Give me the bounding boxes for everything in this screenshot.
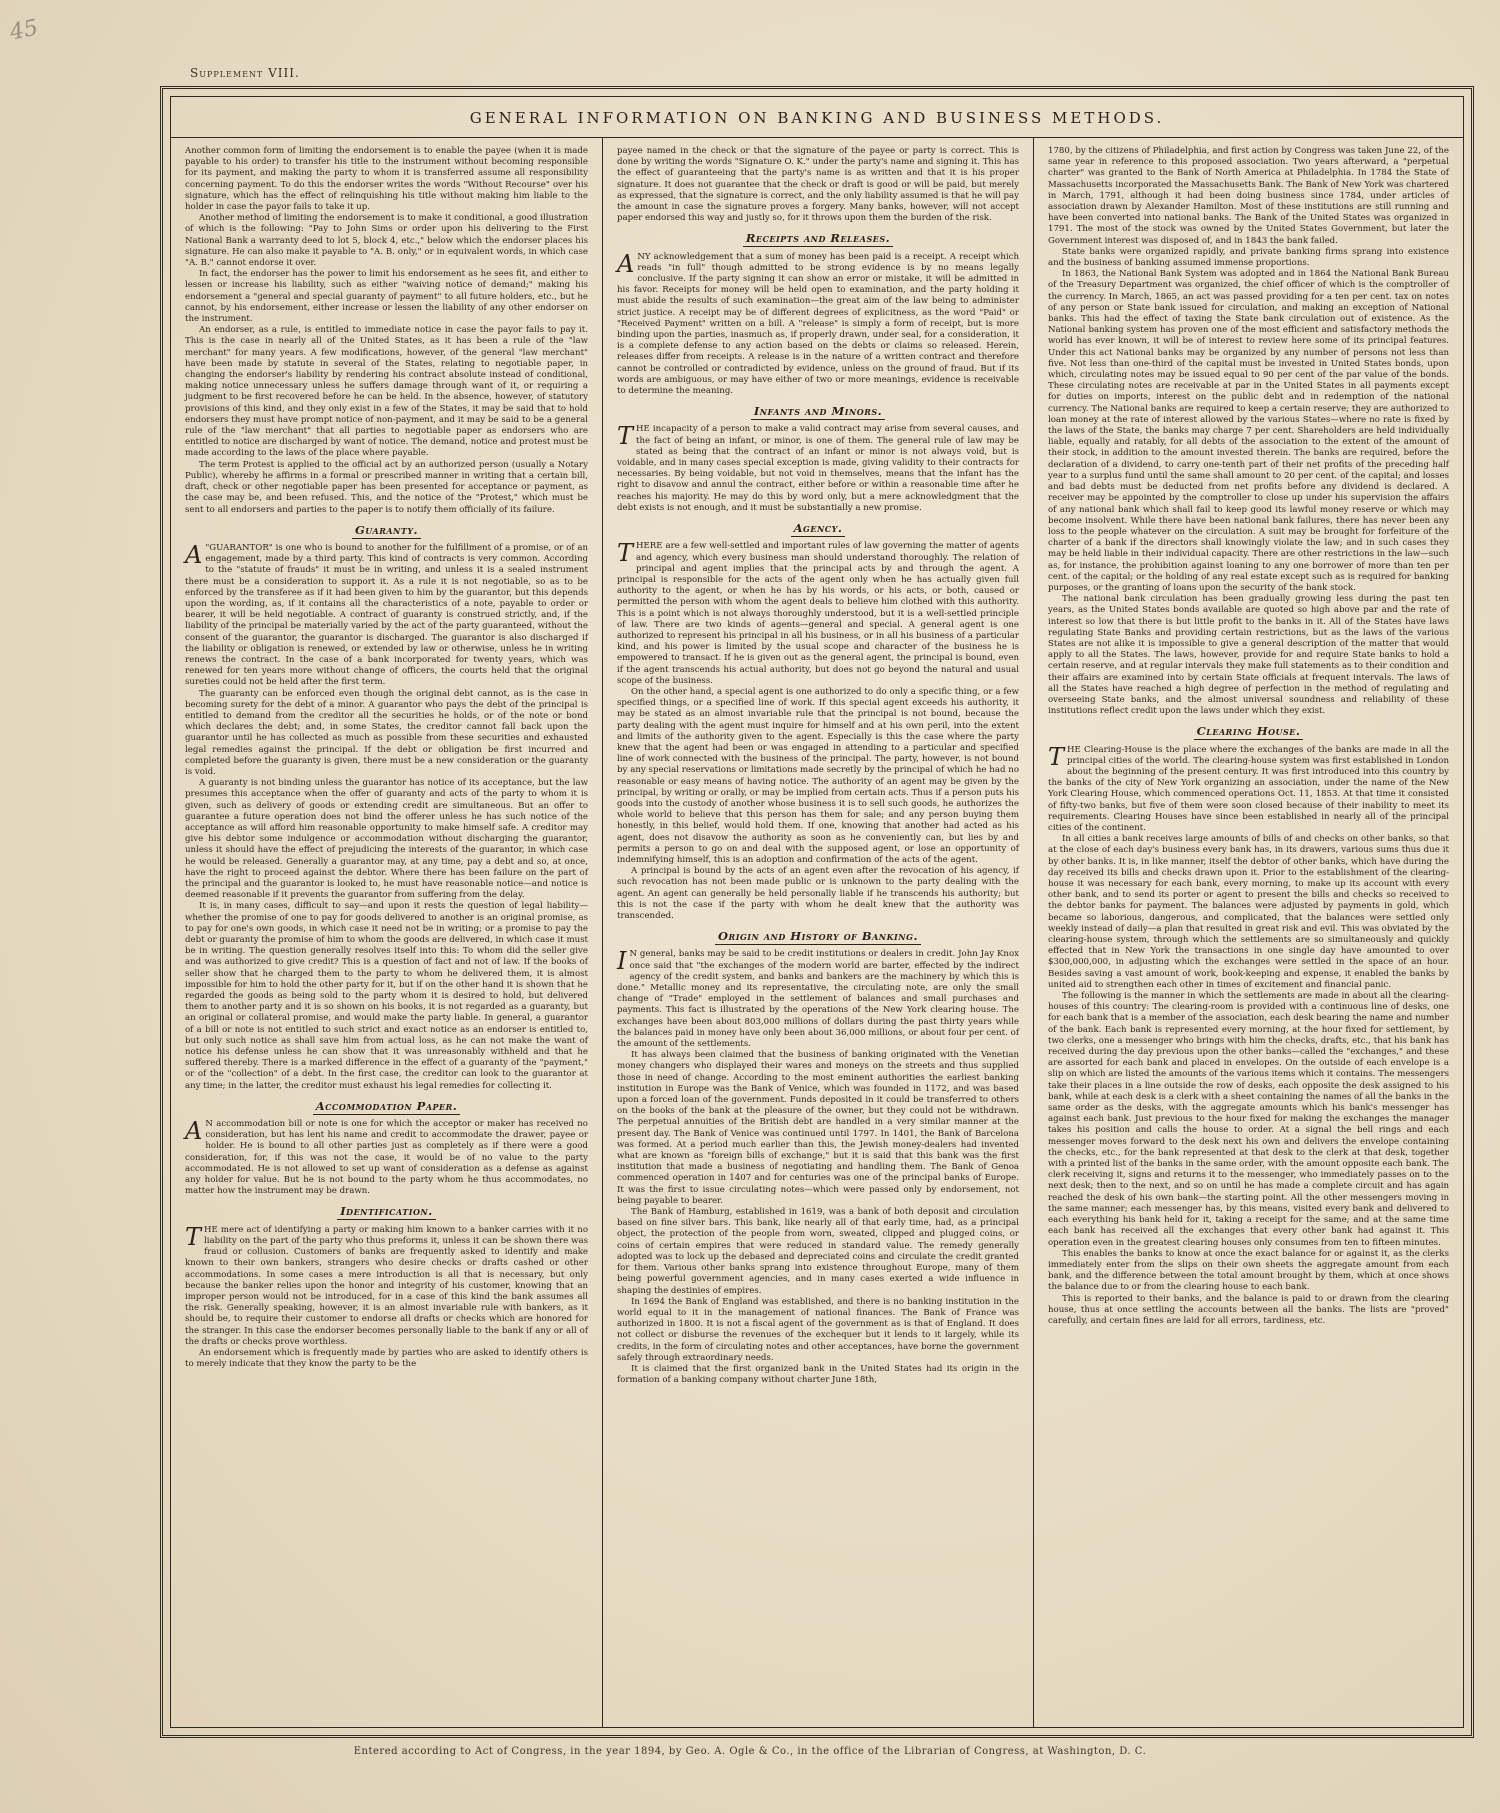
paragraph: It has always been claimed that the business of banking originated with the Venetian money changers who displayed their wares and moneys on the streets and thus supplied those in need of change. According to the most eminent authorities the earliest banking institution in Europe was the Bank of Venice, which was founded in 1172, and was based upon a forced loan of the government. Funds deposited in it could be transferred to others on the books of the bank at the pleasure of the owner, but they could not be withdrawn. The perpetual annuities of the British debt are handled in a very similar manner at the present day. The Bank of Venice was continued until 1797. In 1401, the Bank of Barcelona was formed. At a period much earlier than this, the Jewish money-dealers had invented what are known as "foreign bills of exchange," but it is said that this bank was the first institution that made a business of negotiating and handling them. The Bank of Genoa commenced operation in 1407 and for centuries was one of the principal banks of Europe. It was the first to issue circulating notes—which were passed only by endorsement, not being payable to bearer. [617,1050,1019,1206]
drop-cap: T [1048,742,1065,771]
paragraph: This enables the banks to know at once the exact balance for or against it, as the clerks immediately enter from the slips on their own sheets the aggregate amount from each bank, and the difference between the total amount brought by them, which at once shows the balance due to or from the clearing house to each bank. [1048,1248,1449,1293]
paragraph [617,249,1019,398]
paragraph: In fact, the endorser has the power to limit his endorsement as he sees fit, and either to lessen or increase his liability, such as either "waiving notice of demand;" making his endorsement a "general and special guaranty of payment" to all future holders, etc., but he cannot, by his endorsement, either increase or lessen the liability of any other endorser on the instrument. [185,269,588,325]
paragraph [185,540,588,689]
section-heading-guaranty [185,522,588,537]
paragraph: payee named in the check or that the signature of the payee or party is correct. This is done by writing the words "Signature O. K." under the party's name and signing it. This has the effect of guaranteeing that the party's name is as written and that it is his proper signature. It does not guarantee that the check or draft is good or will be paid, but merely as expressed, that the signature is correct, and the only liability assumed is that he will pay the amount in case the signature proves a forgery. Many banks, however, will not accept paper endorsed this way and justly so, for it throws upon them the burden of the risk. [617,146,1019,224]
paragraph: An endorser, as a rule, is entitled to immediate notice in case the payor fails to pay it. This is the case in nearly all of the United States, as it has been a rule of the "law merchant" for many years. A few modifications, however, of the general "law merchant" have been made by statute in several of the States, relating to negotiable paper, in changing the endorser's liability by rendering his contract absolute instead of conditional, making notice unnecessary unless he suffers damage through want of it, or requiring a judgment to be first recovered before he can be held. In the absence, however, of statutory provisions of this kind, and they only exist in a few of the States, it may be said that to hold endorsers they must have prompt notice of non-payment, and it may be said to be a general rule of the "law merchant" that all parties to negotiable paper as endorsers who are entitled to notice are discharged by want of notice. The demand, notice and protest must be made according to the laws of the place where payable. [185,325,588,459]
pencil-mark: 45 [7,15,41,46]
paragraph: In 1694 the Bank of England was established, and there is no banking institution in the world equal to it in the management of national finances. The Bank of France was authorized in 1800. It is not a fiscal agent of the government as is that of England. It does not collect or disburse the revenues of the exchequer but it lends to it largely, while its credits, in the form of circulating notes and other acceptances, have borne the government safely through extraordinary needs. [617,1296,1019,1363]
drop-cap: A [185,540,203,569]
drop-cap: T [617,539,634,568]
page-title: GENERAL INFORMATION ON BANKING AND BUSINESS METHODS. [469,109,1165,127]
paragraph: The following is the manner in which the settlements are made in about all the clearing-houses of this country: The clearing-room is provided with a continuous line of desks, one for each bank that is a member of the association, each desk bearing the name and number of the bank. Each bank is represented every morning, at the hour fixed for settlement, by two clerks, one a messenger who brings with him the checks, drafts, etc., that his bank has received during the day previous upon the other banks—called the "exchanges," and these are assorted for each bank and placed in envelopes. On the outside of each envelope is a slip on which are listed the amounts of the various items which it contains. The messengers take their places in a line outside the row of desks, each opposite the desk assigned to his bank, while at each desk is a clerk with a sheet containing the names of all the banks in the same order as the desks, with the aggregate amounts which his bank's messenger has against each bank. Just previous to the hour fixed for making the exchanges the manager takes his position and calls the house to order. At a signal the bell rings and each messenger moves forward to the desk next his own and delivers the envelope containing the checks, etc., for the bank represented at that desk to the clerk at that desk, together with a printed list of the banks in the same order, with the amount opposite each bank. The clerk receiving it, signs and returns it to the messenger, who immediately passes on to the next desk; then to the next, and so on until he has made a complete circuit and has again reached the desk of his own bank—the starting point. All the other messengers moving in the same manner; each messenger has, by this means, visited every bank and delivered to each everything his bank held for it, taking a receipt for the same; and at the same time each bank has received all the exchanges that every other bank had against it. This operation even in the greatest clearing houses only consumes from ten to fifteen minutes. [1048,991,1449,1248]
paragraph: The term Protest is applied to the official act by an authorized person (usually a Notary Public), whereby he affirms in a formal or prescribed manner in writing that a certain bill, draft, check or other negotiable paper has been presented for acceptance or payment, as the case may be, and been refused. This, and the notice of the "Protest," which must be sent to all endorsers and parties to the paper is to notify them officially of its failure. [185,459,588,515]
article-frame-inner [170,96,1464,1728]
section-heading-infants-and-minors [617,406,1019,417]
paragraph: A guaranty is not binding unless the guarantor has notice of its acceptance, but the law presumes this acceptance when the offer of guaranty and acts of the party to whom it is given, such as delivery of goods or extending credit are simultaneous. But an offer to guarantee a future operation does not bind the offerer unless he has such notice of the acceptance as will afford him reasonable opportunity to make himself safe. A creditor may give his debtor some indulgence or accommodation without discharging the guarantor, unless it should have the effect of prejudicing the interests of the guarantor, in which case he would be released. Generally a guarantor may, at any time, pay a debt and so, at once, have the right to proceed against the debtor. Where there has been failure on the part of the principal and the guarantor is looked to, he must have reasonable notice—and notice is deemed reasonable if it prevents the guarantor from suffering from the delay. [185,778,588,901]
section-heading-agency [617,523,1019,534]
heading-text: Guaranty. [352,523,421,539]
paragraph-text: "GUARANTOR" is one who is bound to another for the fulfillment of a promise, or of an engagement, made by a third party. This kind of contracts is very common. According to the "statute of frauds" it must be in writing, and unless it is a sealed instrument there must be a consideration to support it. As a rule it is not negotiable, so as to be enforced by the transferee as if it had been given to him by the guarantor, but this depends upon the wording, as, if it contains all the characteristics of a note, payable to order or bearer, it will be held negotiable. A contract of guaranty is construed strictly, and, if the liability of the principal be materially varied by the act of the party guaranteed, without the consent of the guarantor, the guarantor is discharged. The guarantor is also discharged if the liability or obligation is renewed, or extended by law or otherwise, unless he in writing renews the contract. In the case of a bank incorporated for twenty years, which was renewed for ten years more without change of officers, the courts held that the original sureties could not be held after the first term. [185,542,588,688]
paragraph-text: HERE are a few well-settled and important rules of law governing the matter of agents and agency, which every business man should understand thoroughly. The relation of principal and agent implies that the principal acts by and through the agent. A principal is responsible for the acts of the agent only when he has actually given full authority to the agent, or when he has by his words, or his acts, or both, caused or permitted the person with whom the agent deals to believe him clothed with this authority. This is a point which is not always thoroughly understood, but it is a well-settled principle of law. There are two kinds of agents—general and special. A general agent is one authorized to represent his principal in all his business, or in all his business of a particular kind, and his power is limited by the usual scope and character of the business he is empowered to transact. If he is given out as the general agent, the principal is bound, even if the agent transcends his actual authority, but does not go beyond the natural and usual scope of the business. [617,541,1019,686]
section-heading-receipts-and-releases [617,233,1019,244]
paragraph: In 1863, the National Bank System was adopted and in 1864 the National Bank Bureau of the Treasury Department was organized, the chief officer of which is the comptroller of the currency. In March, 1865, an act was passed providing for a ten per cent. tax on notes of any person or State bank issued for circulation, and making an exception of National banks. This had the effect of taxing the State bank circulation out of existence. As the National banking system has proven one of the most efficient and satisfactory methods the world has ever known, it will be of interest to review here some of its principal features. Under this act National banks may be organized by any number of persons not less than five. Not less than one-third of the capital must be invested in United States bonds, upon which, circulating notes may be issued equal to 90 per cent of the par value of the bonds. These circulating notes are receivable at par in the United States in all payments except for duties on imports, interest on the public debt and in redemption of the national currency. The National banks are required to keep a certain reserve; they are authorized to loan money at the rate of interest allowed by the various States—where no rate is fixed by the laws of the State, the banks may charge 7 per cent. Shareholders are held individually liable, equally and ratably, for all debts of the association to the extent of the amount of their stock, in addition to the amount invested therein. The banks are required, before the declaration of a dividend, to carry one-tenth part of their net profits of the preceding half year to a surplus fund until the same shall amount to 20 per cent. of the capital; and losses and bad debts must be deducted from net profits before any dividend is declared. A receiver may be appointed by the comptroller to close up under his supervision the affairs of any national bank which shall fail to keep good its lawful money reserve or which may become insolvent. While there have been national bank failures, there has never been any loss to the people whatever on the circulation. A suit may be brought for forfeiture of the charter of a bank if the directors shall knowingly violate the law; and in such cases they may be held liable in their individual capacity. There are other restrictions in the law—such as, for instance, the prohibition against loaning to any one borrower of more than ten per cent. of the capital; or the holding of any real estate except such as is required for banking purposes, or the granting of loans upon the security of the bank stock. [1048,269,1449,593]
columns [171,138,1463,1727]
paragraph [617,424,1019,514]
paragraph: On the other hand, a special agent is one authorized to do only a specific thing, or a few specified things, or a specified line of work. If this special agent exceeds his authority, it may be stated as an almost invariable rule that the principal is not bound, because the party dealing with the agent must inquire for himself and at his own peril, into the extent and limits of the authority given to the agent. Especially is this the case where the party knew that the agent had been or was engaged in attending to a particular and specified line of work connected with the business of the principal. The party, however, is not bound by any special reservations or limitations made secretly by the principal of which he had no reasonable or easy means of having notice. The authority of an agent may be given by the principal, by writing or orally, or may be implied from certain acts. Thus if a person puts his goods into the custody of another whose business it is to sell such goods, he authorizes the whole world to believe that this person has them for sale; and any person buying them honestly, in this belief, would hold them. If one, knowing that another had acted as his agent, does not disavow the authority as soon as he conveniently can, but lies by and permits a person to go on and deal with the supposed agent, or lose an opportunity of indemnifying himself, this is an adoption and confirmation of the acts of the agent. [617,686,1019,865]
paragraph-text: N general, banks may be said to be credit institutions or dealers in credit. John Jay Knox once said that "the exchanges of the modern world are barter, effected by the indirect agency of the credit system, and banks and bankers are the machinery by which this is done." Metallic money and its representative, the circulating note, are only the small change of "Trade" employed in the settlement of balances and small purchases and payments. This fact is illustrated by the operations of the New York clearing house. The exchanges have been about 803,000 millions of dollars during the past thirty years while the balances paid in money have only been about 36,000 millions, or about four per cent. of the amount of the settlements. [617,949,1019,1050]
paragraph: An endorsement which is frequently made by parties who are asked to identify others is to merely indicate that they know the party to be the [185,1347,588,1370]
paragraph [617,949,1019,1050]
paragraph-text: HE incapacity of a person to make a valid contract may arise from several causes, and the fact of being an infant, or minor, is one of them. The general rule of law may be stated as being that the contract of an infant or minor is not always void, but is voidable, and in many cases special exception is made, giving validity to their contracts for necessaries. By being voidable, but not void in themselves, means that the infant has the right to disavow and annul the contract, either before or within a reasonable time after he reaches his majority. He may do this by word only, but a mere acknowledgment that the debt exists is not enough, and it must be substantially a new promise. [617,424,1019,513]
paragraph: It is claimed that the first organized bank in the United States had its origin in the formation of a banking company without charter June 18th, [617,1363,1019,1386]
paragraph: Another method of limiting the endorsement is to make it conditional, a good illustration of which is the following: "Pay to John Sims or order upon his delivering to the First National Bank a warranty deed to lot 5, block 4, etc.," below which the endorser places his signature. He can also make it payable to "A. B. only," or in equivalent words, in which case "A. B." cannot endorse it over. [185,213,588,269]
heading-text: Origin and History of Banking. [715,929,921,945]
paragraph-text: N accommodation bill or note is one for which the acceptor or maker has received no consideration, but has lent his name and credit to accommodate the drawer, payee or holder. He is bound to all other parties just as completely as if there were a good consideration, for, if this was not the case, it would be of no value to the party accommodated. He is not allowed to set up want of consideration as a defense as against any holder for value. But he is not bound to the party whom he thus accommodates, no matter how the instrument may be drawn. [185,1119,588,1197]
heading-text: Accommodation Paper. [313,1099,461,1115]
heading-text: Infants and Minors. [751,404,885,420]
paragraph: In all cities a bank receives large amounts of bills of and checks on other banks, so that at the close of each day's business every bank has, in its drawers, various sums thus due it by other banks. It is, in like manner, itself the debtor of other banks, which have during the day received its bills and checks drawn upon it. Prior to the establishment of the clearing-house it was necessary for each bank, every morning, to make up its account with every other bank, and to send its porter or agent to present the bills and checks so received to the debtor banks for payment. The balances were adjusted by payments in gold, which became so laborious, dangerous, and complicated, that the balances were settled only weekly instead of daily—a plan that resulted in great risk and evil. This was obviated by the clearing-house system, through which the settlements are so simultaneously and quickly effected that in New York the transactions in one single day have amounted to over $300,000,000, in adjusting which the exchanges were settled in the space of an hour. Besides saving a vast amount of work, book-keeping and expense, it enabled the banks by united aid to strengthen each other in times of excitement and financial panic. [1048,834,1449,990]
copyright-footer: Entered according to Act of Congress, in the year 1894, by Geo. A. Ogle & Co., in the office of the Librarian of Congress, at Washington, D. C. [353,1746,1147,1757]
paragraph-text: NY acknowledgement that a sum of money has been paid is a receipt. A receipt which reads "in full" though admitted to be strong evidence is by no means legally conclusive. If the party signing it can show an error or mistake, it will be admitted in his favor. Receipts for money will be held open to examination, and the party holding it must abide the results of such examination—the great aim of the law being to administer strict justice. A receipt may be of different degrees of explicitness, as the word "Paid" or "Received Payment" written on a bill. A "release" is simply a form of receipt, but is more binding upon the parties, inasmuch as, if properly drawn, under seal, for a consideration, it is a complete defense to any action based on the debts or claims so released. Herein, releases differ from receipts. A release is in the nature of a written contract and therefore cannot be controlled or contradicted by evidence, unless on the ground of fraud. But if its words are ambiguous, or may have either of two or more meanings, evidence is receivable to determine the meaning. [617,251,1019,397]
article-frame [160,86,1474,1738]
paragraph: The guaranty can be enforced even though the original debt cannot, as is the case in becoming surety for the debt of a minor. A guarantor who pays the debt of the principal is entitled to demand from the creditor all the securities he holds, or of the note or bond which declares the debt; and, in some States, the creditor cannot fall back upon the guarantor until he has collected as much as possible from these securities and exhausted legal remedies against the principal. If the debt or obligation be first incurred and completed before the guaranty is given, there must be a new consideration or the guaranty is void. [185,688,588,777]
column-1 [171,138,602,1727]
paragraph: The national bank circulation has been gradually growing less during the past ten years, as the United States bonds available are quoted so high above par and the rate of interest so low that there is but little profit to the banks in it. All of the States have laws regulating State Banks and providing certain restrictions, but as the laws of the various States are not alike it is impossible to give a general description of the matter that would apply to all the States. The laws, however, provide for and require State banks to hold a certain reserve, and at regular intervals they make full statements as to their condition and their affairs are examined into by certain State officials at frequent intervals. The laws of all the States have reached a high degree of perfection in the method of regulating and overseeing State banks, and the almost universal soundness and reliability of these institutions reflect credit upon the laws under which they exist. [1048,594,1449,717]
drop-cap: A [185,1117,203,1146]
heading-text: Identification. [337,1204,435,1220]
drop-cap: A [617,249,635,278]
section-heading-accommodation-paper [185,1098,588,1113]
paragraph: 1780, by the citizens of Philadelphia, and first action by Congress was taken June 22, of the same year in reference to this proposed association. Two years afterward, a "perpetual charter" was granted to the Bank of North America at Philadelphia. In 1784 the State of Massachusetts incorporated the Massachusetts Bank. The Bank of New York was chartered in March, 1791, although it had been doing business since 1784, under articles of association drawn by Alexander Hamilton. Most of these institutions are still running and have been converted into national banks. The Bank of the United States was organized in 1791. The most of the stock was owned by the United States Government, but later the Government interest was disposed of, and in 1843 the bank failed. [1048,146,1449,246]
paragraph: Another common form of limiting the endorsement is to enable the payee (when it is made payable to his order) to transfer his title to the instrument without becoming responsible for its payment, and making the party to whom it is transferred assume all responsibility concerning payment. To do this the endorser writes the words "Without Recourse" over his signature, which has the effect of relinquishing his title without making him liable to the holder in case the payor fails to take it up. [185,146,588,213]
paragraph: State banks were organized rapidly, and private banking firms sprang into existence and the business of banking assumed immense proportions. [1048,246,1449,269]
paragraph-text: HE mere act of identifying a party or making him known to a banker carries with it no liability on the part of the party who thus preforms it, unless it can be shown there was fraud or collusion. Customers of banks are frequently asked to identify and make known to their own bankers, strangers who desire checks or drafts cashed or other accommodations. In some cases a mere introduction is all that is necessary, but only because the banker relies upon the honor and integrity of his customer, knowing that an improper person would not be introduced, for in a case of this kind the bank assumes all the risk. Generally speaking, however, it is an almost invariable rule with bankers, as it should be, to require their customer to endorse all drafts or checks which are honored for the stranger. In this case the endorser becomes personally liable to the bank if any or all of the drafts or checks prove worthless. [185,1224,588,1347]
paragraph [185,1222,588,1348]
supplement-label: Supplement VIII. [190,66,300,80]
column-3 [1033,138,1463,1727]
section-heading-clearing-house [1048,726,1449,737]
paragraph-text: HE Clearing-House is the place where the exchanges of the banks are made in all the principal cities of the world. The clearing-house system was first established in London about the beginning of the present century. It was first introduced into this country by the banks of the city of New York organizing an association, under the name of the New York Clearing House, which commenced operations Oct. 11, 1853. At that time it consisted of fifty-two banks, but five of them were soon closed because of their inability to meet its requirements. Clearing Houses have since been established in nearly all of the principal cities of the continent. [1048,744,1449,833]
paragraph [617,541,1019,687]
paragraph: It is, in many cases, difficult to say—and upon it rests the question of legal liability—whether the promise of one to pay for goods delivered to another is an original promise, as to pay for one's own goods, in which case it need not be in writing; or a promise to pay the debt or guaranty the promise of him to whom the goods are delivered, in which case it must be in writing. The question generally resolves itself into this: To whom did the seller give and was authorized to give credit? This is a question of fact and not of law. If the books of seller show that he charged them to the party to whom he delivered them, it is almost impossible for him to hold the other party for it, but if on the other hand it is shown that he regarded the goods as being sold to the party whom it is desired to hold, but delivered them to another party and it is so shown on his books, it is not regarded as a guaranty, but an original or collateral promise, and would make the party liable. In general, a guarantor of a bill or note is not entitled to such strict and exact notice as an endorser is entitled to, but only such notice as shall save him from actual loss, as he can not make the want of notice his defense unless he can show that it was unreasonably withheld and that he suffered thereby. There is a marked difference in the effect of a guaranty of the "payment," or of the "collection" of a debt. In the first case, the creditor can look to the guarantor at any time; in the latter, the creditor must exhaust his legal remedies for collecting it. [185,901,588,1091]
paragraph [1048,742,1449,835]
drop-cap: I [617,947,627,976]
column-2 [602,138,1033,1727]
paragraph: The Bank of Hamburg, established in 1619, was a bank of both deposit and circulation based on fine silver bars. This bank, like nearly all of that early time, had, as a principal object, the protection of the people from worn, sweated, clipped and plugged coins, or coins of certain empires that were reduced in standard value. The remedy generally adopted was to lock up the debased and depreciated coins and circulate the credit granted for them. Various other banks sprang into existence throughout Europe, many of them being powerful government agencies, and in many cases exerted a wide influence in shaping the destinies of empires. [617,1207,1019,1296]
heading-text: Receipts and Releases. [743,231,893,247]
paragraph: A principal is bound by the acts of an agent even after the revocation of his agency, if such revocation has not been made public or is unknown to the party dealing with the agent. An agent can generally be held personally liable if he transcends his authority; but this is not the case if the party with whom he dealt knew that the authority was transcended. [617,866,1019,921]
paragraph: This is reported to their banks, and the balance is paid to or drawn from the clearing house, thus at once settling the accounts between all the banks. The lists are "proved" carefully, and certain fines are laid for all errors, tardiness, etc. [1048,1293,1449,1326]
heading-text: Agency. [791,521,846,537]
drop-cap: T [617,422,634,451]
heading-text: Clearing House. [1194,724,1304,740]
section-heading-origin-and-history [617,931,1019,942]
drop-cap: T [185,1222,202,1251]
section-heading-identification [185,1206,588,1217]
paragraph [185,1119,588,1197]
